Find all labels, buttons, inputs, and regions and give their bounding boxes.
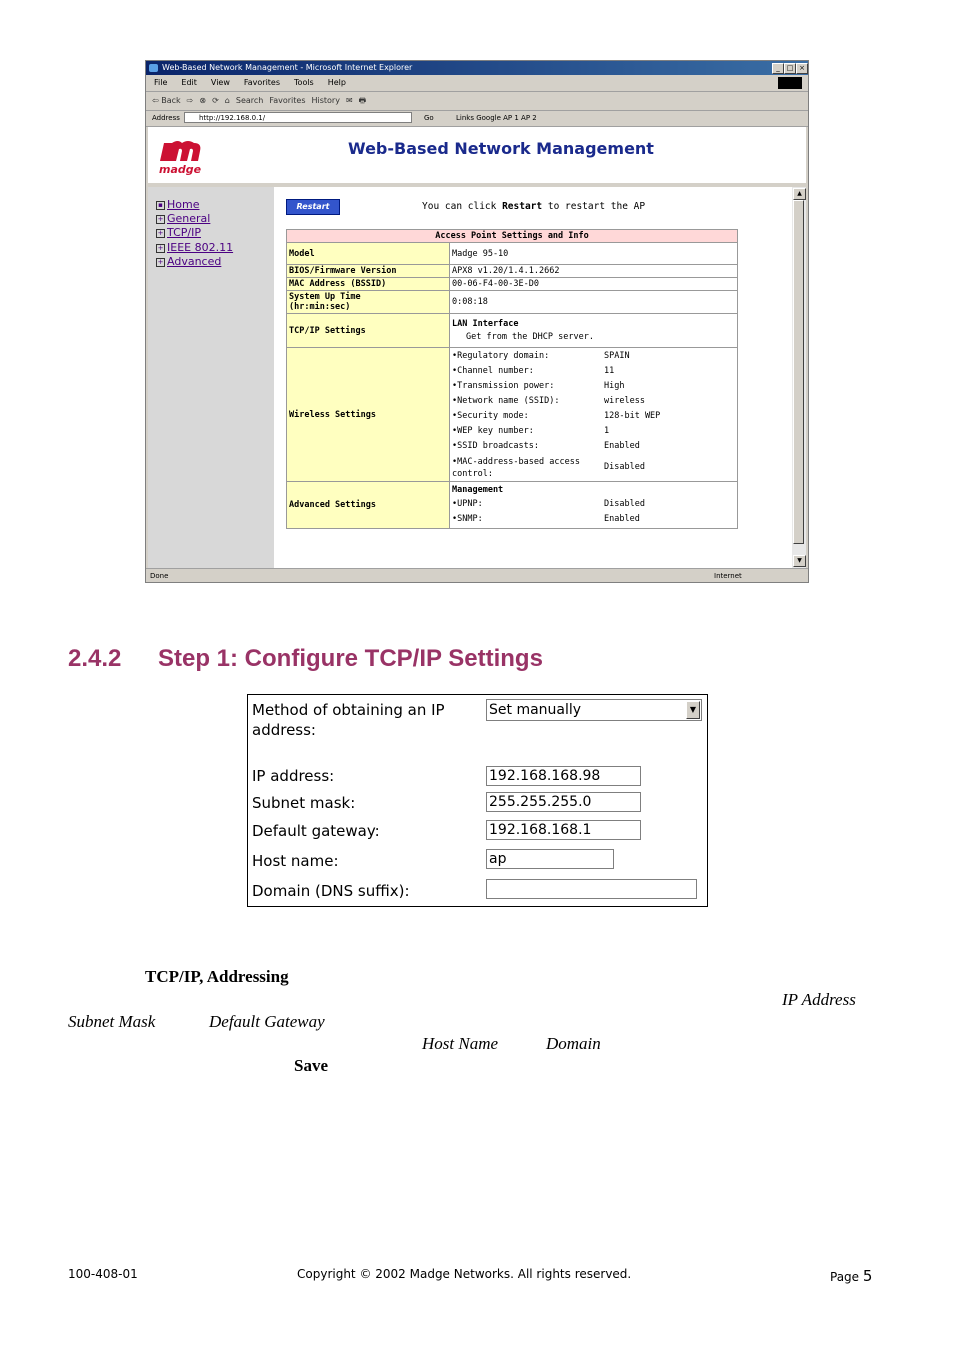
wireless-value: Enabled xyxy=(604,441,640,451)
wireless-cell xyxy=(450,348,738,482)
host-input[interactable]: ap xyxy=(486,849,614,869)
scroll-down-icon[interactable]: ▼ xyxy=(793,555,806,567)
advanced-key: • SNMP: xyxy=(452,512,604,527)
wireless-value: 11 xyxy=(604,366,615,376)
model-value: Madge 95-10 xyxy=(450,243,738,265)
wireless-value: SPAIN xyxy=(604,351,630,361)
windows-logo-icon xyxy=(778,77,802,89)
gateway-input[interactable]: 192.168.168.1 xyxy=(486,820,641,840)
tcpip-value: Get from the DHCP server. xyxy=(466,332,594,342)
nav-advanced[interactable]: + Advanced xyxy=(157,255,222,268)
tcpip-label: TCP/IP Settings xyxy=(287,314,450,348)
doc-number: 100-408-01 xyxy=(68,1267,138,1281)
expand-icon: + xyxy=(157,244,164,252)
advanced-value: Disabled xyxy=(604,499,645,509)
scrollbar[interactable] xyxy=(792,187,806,568)
copyright: Copyright © 2002 Madge Networks. All rights reserved. xyxy=(297,1267,632,1281)
expand-icon: + xyxy=(157,229,164,237)
domain-input[interactable] xyxy=(486,879,697,899)
table-header: Access Point Settings and Info xyxy=(287,230,738,243)
refresh-button[interactable]: ⟳ xyxy=(212,96,219,105)
subnet-mask-term: Subnet Mask xyxy=(68,1012,156,1031)
tcpip-heading: LAN Interface xyxy=(452,319,519,329)
wireless-value: 1 xyxy=(604,426,610,436)
web-page xyxy=(148,127,806,568)
minimize-button[interactable]: _ xyxy=(772,63,784,74)
nav-ieee80211[interactable]: + IEEE 802.11 xyxy=(157,241,234,254)
nav-home[interactable]: ▪ Home xyxy=(156,198,199,211)
back-button[interactable]: ⇦ Back xyxy=(152,96,181,105)
advanced-cell xyxy=(450,482,738,529)
subnet-label: Subnet mask: xyxy=(252,794,356,812)
ip-address-term: IP Address xyxy=(782,990,856,1009)
advanced-label: Advanced Settings xyxy=(287,482,450,529)
status-text: Done xyxy=(150,572,169,580)
uptime-label: System Up Time (hr:min:sec) xyxy=(287,291,450,314)
maximize-button[interactable]: □ xyxy=(784,63,796,74)
ip-label: IP address: xyxy=(252,767,335,785)
wireless-key: • MAC-address-based access control: xyxy=(452,454,604,480)
logo-text: madge xyxy=(159,163,202,176)
expand-icon: + xyxy=(157,258,164,266)
expand-icon: + xyxy=(157,215,164,223)
menu-edit[interactable]: Edit xyxy=(181,78,197,87)
search-button[interactable]: Search xyxy=(235,96,264,105)
address-input[interactable]: http://192.168.0.1/ xyxy=(184,112,412,123)
menu-favorites[interactable]: Favorites xyxy=(243,78,281,87)
host-name-term: Host Name xyxy=(422,1034,499,1053)
address-label: Address xyxy=(152,114,180,122)
wireless-key: • Regulatory domain: xyxy=(452,349,604,364)
method-label: Method of obtaining an IP address: xyxy=(252,701,445,739)
bullet-icon: ▪ xyxy=(156,201,165,210)
menu-view[interactable]: View xyxy=(210,78,230,87)
advanced-list xyxy=(452,497,735,527)
close-button[interactable]: × xyxy=(796,63,808,74)
wireless-value: wireless xyxy=(604,396,645,406)
window-titlebar xyxy=(146,61,808,75)
window-title: Web-Based Network Management - Microsoft Internet Explorer xyxy=(162,63,413,72)
restart-hint: You can click Restart to restart the AP xyxy=(422,201,646,212)
home-button[interactable]: ⌂ xyxy=(224,96,230,105)
subnet-input[interactable]: 255.255.255.0 xyxy=(486,792,641,812)
nav-tcpip[interactable]: + TCP/IP xyxy=(157,226,201,239)
wireless-list xyxy=(452,349,735,480)
nav-general[interactable]: + General xyxy=(157,212,211,225)
ie-icon xyxy=(149,64,158,72)
wireless-key: • Network name (SSID): xyxy=(452,394,604,409)
links-bar[interactable]: Links Google AP 1 AP 2 xyxy=(456,114,537,122)
method-select[interactable] xyxy=(486,699,702,721)
host-label: Host name: xyxy=(252,852,339,870)
mail-button[interactable]: ✉ xyxy=(345,96,353,105)
page-number: 5 xyxy=(862,1267,873,1285)
default-gateway-term: Default Gateway xyxy=(209,1012,325,1031)
model-label: Model xyxy=(287,243,450,265)
wireless-key: • WEP key number: xyxy=(452,424,604,439)
main-content xyxy=(276,187,792,568)
menu-bar xyxy=(146,75,808,92)
menu-file[interactable]: File xyxy=(154,78,168,87)
address-bar xyxy=(146,110,808,127)
tcpip-cell xyxy=(450,314,738,348)
wireless-value: 128-bit WEP xyxy=(604,411,661,421)
side-navigation xyxy=(148,187,274,568)
zone-text: Internet xyxy=(714,572,742,580)
settings-table xyxy=(286,229,738,529)
browser-toolbar xyxy=(146,92,808,111)
print-button[interactable]: 🖶 xyxy=(358,96,367,105)
advanced-value: Enabled xyxy=(604,514,640,524)
domain-label: Domain (DNS suffix): xyxy=(252,882,410,900)
wireless-value: Disabled xyxy=(604,461,645,472)
wireless-key: • Channel number: xyxy=(452,364,604,379)
page-banner xyxy=(148,127,806,187)
gateway-label: Default gateway: xyxy=(252,822,380,840)
advanced-key: • UPNP: xyxy=(452,497,604,512)
page-indicator xyxy=(830,1267,872,1285)
page-label: Page xyxy=(830,1270,860,1284)
ip-input[interactable]: 192.168.168.98 xyxy=(486,766,641,786)
scroll-up-icon[interactable]: ▲ xyxy=(793,188,806,200)
favorites-button[interactable]: Favorites xyxy=(269,96,306,105)
menu-help[interactable]: Help xyxy=(327,78,346,87)
section-title: Step 1: Configure TCP/IP Settings xyxy=(158,645,543,672)
wireless-key: • SSID broadcasts: xyxy=(452,439,604,454)
wireless-key: • Transmission power: xyxy=(452,379,604,394)
menu-tools[interactable]: Tools xyxy=(294,78,314,87)
save-term: Save xyxy=(294,1056,328,1075)
method-value: Set manually xyxy=(489,702,582,718)
firmware-label: BIOS/Firmware Version xyxy=(287,265,450,278)
scroll-thumb[interactable] xyxy=(793,200,804,544)
banner-title: Web-Based Network Management xyxy=(348,139,654,158)
domain-term: Domain xyxy=(546,1034,601,1053)
wireless-value: High xyxy=(604,381,625,391)
status-bar xyxy=(146,568,808,583)
wireless-label: Wireless Settings xyxy=(287,348,450,482)
mac-value: 00-06-F4-00-3E-D0 xyxy=(450,278,738,291)
advanced-heading: Management xyxy=(452,485,504,495)
browser-screenshot xyxy=(145,60,809,583)
section-number: 2.4.2 xyxy=(68,645,122,672)
mac-label: MAC Address (BSSID) xyxy=(287,278,450,291)
stop-button[interactable]: ⊗ xyxy=(199,96,207,105)
go-button[interactable]: Go xyxy=(424,114,434,122)
chevron-down-icon[interactable]: ▼ xyxy=(686,701,700,719)
madge-logo xyxy=(154,133,214,177)
wireless-key: • Security mode: xyxy=(452,409,604,424)
tcpip-addressing-term: TCP/IP, Addressing xyxy=(145,967,289,986)
restart-button[interactable]: Restart xyxy=(286,199,340,215)
uptime-value: 0:08:18 xyxy=(450,291,738,314)
history-button[interactable]: History xyxy=(311,96,340,105)
tcpip-form-screenshot xyxy=(247,694,708,907)
firmware-value: APX8 v1.20/1.4.1.2662 xyxy=(450,265,738,278)
forward-button[interactable]: ⇨ xyxy=(186,96,194,105)
